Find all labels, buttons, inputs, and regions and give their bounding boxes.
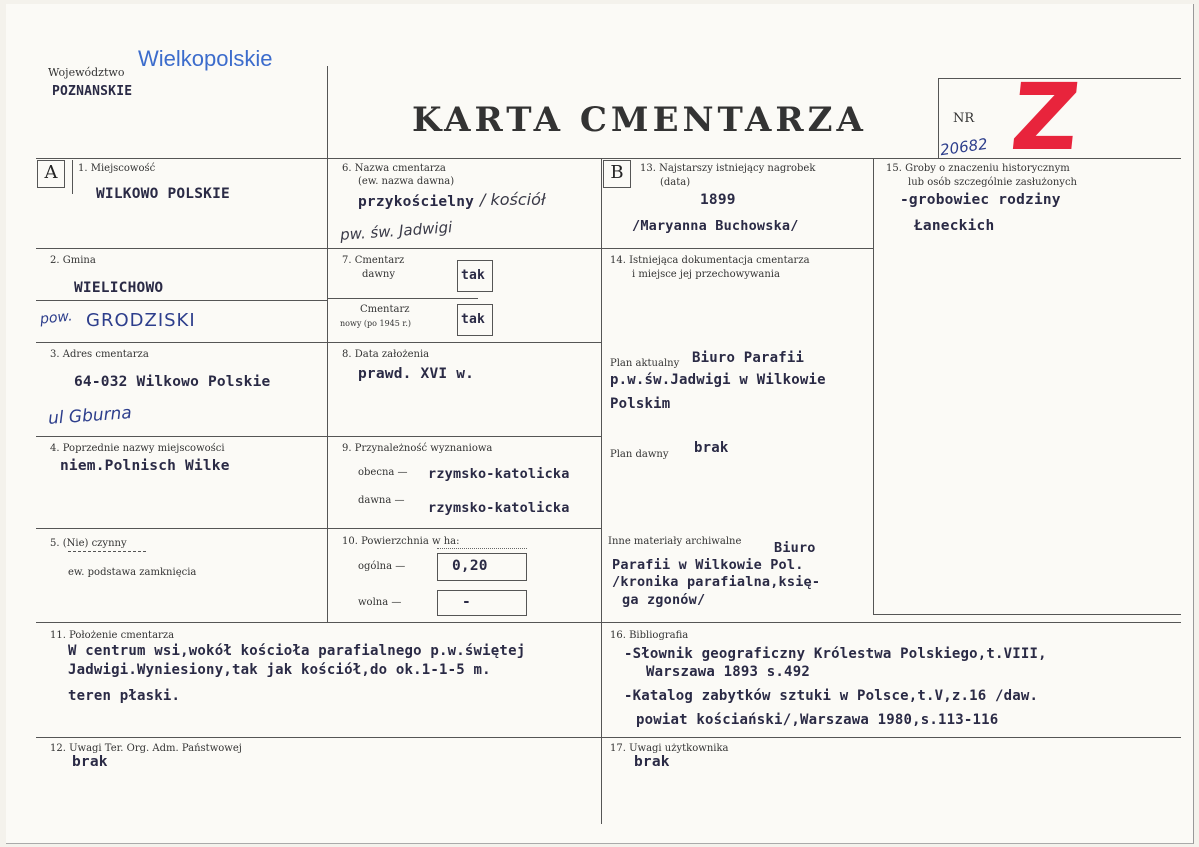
f5-underline	[68, 551, 146, 552]
f4-value: niem.Polnisch Wilke	[60, 458, 230, 474]
row-line-gmina	[36, 300, 327, 301]
f16-line-1: -Słownik geograficzny Królestwa Polskiego,t.VIII,	[624, 646, 1047, 662]
f7-label: 7. Cmentarz	[342, 255, 405, 266]
f7-nowy-label: Cmentarz	[360, 304, 410, 315]
grid-top-line	[36, 158, 1181, 159]
f2-value: WIELICHOWO	[74, 280, 164, 296]
f9-obecna: obecna —	[358, 467, 408, 478]
f6-label-2: (ew. nazwa dawna)	[358, 176, 455, 187]
f13-name: /Maryanna Buchowska/	[632, 218, 799, 234]
f7-nowy: nowy (po 1945 r.)	[340, 319, 411, 328]
f10-wolna-value: -	[462, 594, 471, 610]
f14-plan-dawny-label: Plan dawny	[610, 449, 669, 460]
f15-value-1: -grobowiec rodziny	[900, 192, 1061, 208]
f4-label: 4. Poprzednie nazwy miejscowości	[50, 443, 225, 454]
f15-value-2: Łaneckich	[914, 218, 995, 234]
row-line-7	[327, 298, 478, 299]
f8-label: 8. Data założenia	[342, 349, 430, 360]
wojewodztwo-value: POZNANSKIE	[52, 84, 133, 99]
f14-inne-4: ga zgonów/	[622, 592, 706, 608]
f17-label: 17. Uwagi użytkownika	[610, 743, 729, 754]
section-a-divider	[72, 160, 73, 194]
f3-street: ul Gburna	[47, 403, 133, 429]
f16-line-4: powiat kościański/,Warszawa 1980,s.113-116	[636, 712, 999, 728]
f14-label-2: i miejsce jej przechowywania	[632, 269, 780, 280]
f12-value: brak	[72, 754, 108, 770]
f7-dawny: dawny	[362, 269, 396, 280]
f2-pow-value: GRODZISKI	[86, 310, 196, 331]
section-b-box: B	[603, 160, 631, 188]
f9-obecna-value: rzymsko-katolicka	[428, 466, 570, 482]
f15-label: 15. Groby o znaczeniu historycznym	[886, 163, 1070, 174]
f13-label-2: (data)	[660, 177, 691, 188]
f14-label: 14. Istniejąca dokumentacja cmentarza	[610, 255, 810, 266]
f11-line-2: Jadwigi.Wyniesiony,tak jak kościół,do ok.1-1-5 m.	[68, 662, 491, 678]
col-divider-2	[601, 158, 602, 824]
f6-hand-2: pw. św. Jadwigi	[339, 218, 453, 244]
f3-value: 64-032 Wilkowo Polskie	[74, 374, 271, 390]
f12-label: 12. Uwagi Ter. Org. Adm. Państwowej	[50, 743, 242, 754]
f15-label-2: lub osób szczególnie zasłużonych	[908, 177, 1077, 188]
col-divider-1	[327, 158, 328, 622]
f11-line-1: W centrum wsi,wokół kościoła parafialnego p.w.świętej	[68, 643, 526, 659]
f14-plan-aktualny-3: Polskim	[610, 396, 671, 412]
section-a-box: A	[37, 160, 65, 188]
f1-label: 1. Miejscowość	[78, 163, 156, 174]
f14-plan-aktualny-1: Biuro Parafii	[692, 350, 805, 366]
f10-label-underline	[437, 548, 527, 549]
f7-nowy-value: tak	[461, 312, 486, 327]
f17-value: brak	[634, 754, 670, 770]
f16-line-2: Warszawa 1893 s.492	[646, 664, 810, 680]
row-line-6	[36, 737, 1181, 738]
f11-line-3: teren płaski.	[68, 688, 181, 704]
f7-dawny-value: tak	[461, 268, 486, 283]
wojewodztwo-label: Województwo	[48, 66, 125, 79]
f11-label: 11. Położenie cmentarza	[50, 630, 175, 641]
f2-pow-label: pow.	[39, 308, 74, 328]
f13-label: 13. Najstarszy istniejący nagrobek	[640, 163, 816, 174]
f13-year: 1899	[700, 192, 736, 208]
f5-label: 5. (Nie) czynny	[50, 538, 127, 549]
col-divider-3	[873, 158, 874, 614]
f9-label: 9. Przynależność wyznaniowa	[342, 443, 493, 454]
f10-wolna-box	[437, 590, 527, 616]
f16-line-3: -Katalog zabytków sztuki w Polsce,t.V,z.16 /daw.	[624, 688, 1039, 704]
header-divider-left	[327, 66, 328, 158]
f14-plan-dawny-value: brak	[694, 440, 729, 456]
f2-label: 2. Gmina	[50, 255, 96, 266]
f14-inne-label: Inne materiały archiwalne	[608, 536, 742, 547]
f14-inne-1: Biuro	[774, 540, 816, 556]
f5-sub: ew. podstawa zamknięcia	[68, 567, 197, 578]
card-title: KARTA CMENTARZA	[412, 100, 867, 140]
nr-value: 20682	[938, 134, 989, 160]
f10-wolna: wolna —	[358, 597, 402, 608]
f8-value: prawd. XVI w.	[358, 366, 475, 382]
row-line-5	[36, 622, 1181, 623]
row-line-15-bottom	[873, 614, 1181, 615]
row-line-4	[36, 528, 601, 529]
f14-plan-aktualny-2: p.w.św.Jadwigi w Wilkowie	[610, 372, 826, 388]
row-line-2	[36, 342, 601, 343]
f6-label: 6. Nazwa cmentarza	[342, 163, 446, 174]
f6-value: przykościelny	[358, 194, 475, 210]
f10-ogolna-value: 0,20	[452, 558, 488, 574]
f3-label: 3. Adres cmentarza	[50, 349, 149, 360]
f9-dawna: dawna —	[358, 495, 405, 506]
f1-value: WILKOWO POLSKIE	[96, 186, 230, 202]
f9-dawna-value: rzymsko-katolicka	[428, 500, 570, 516]
wojewodztwo-stamp: Wielkopolskie	[138, 46, 273, 71]
f14-plan-aktualny-label: Plan aktualny	[610, 358, 680, 369]
row-line-1	[36, 248, 601, 249]
f10-label: 10. Powierzchnia w ha:	[342, 536, 460, 547]
f14-inne-3: /kronika parafialna,księ-	[612, 574, 821, 590]
category-mark: Z	[1006, 64, 1085, 171]
nr-label: NR	[953, 111, 975, 126]
f16-label: 16. Bibliografia	[610, 630, 689, 641]
row-line-3	[36, 436, 601, 437]
f14-inne-2: Parafii w Wilkowie Pol.	[612, 557, 804, 573]
row-line-b1	[601, 248, 873, 249]
f6-hand-1: / kościół	[480, 190, 546, 209]
f10-ogolna: ogólna —	[358, 561, 406, 572]
